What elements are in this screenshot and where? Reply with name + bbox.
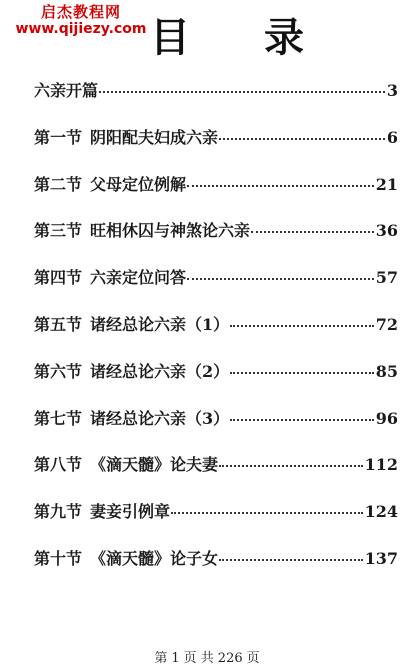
toc-entry <box>34 78 398 125</box>
toc-entry <box>34 312 398 359</box>
toc-page-number: 124 <box>364 502 398 522</box>
toc-page-number: 112 <box>364 455 398 475</box>
toc-entry-title: 旺相休囚与神煞论六亲 <box>90 221 251 241</box>
watermark-site-name: 启杰教程网 <box>40 3 121 21</box>
footer-current-page: 1 <box>171 651 180 666</box>
page-title: 目 录 <box>150 14 334 61</box>
toc-entry <box>34 406 398 453</box>
toc-dot-leader <box>230 419 374 421</box>
toc-page-number: 6 <box>386 127 398 147</box>
toc-dot-leader <box>187 185 374 187</box>
toc-section-number: 第二节 <box>34 174 83 194</box>
toc-entry-title: 阴阳配夫妇成六亲 <box>90 127 219 147</box>
toc-section-number: 第五节 <box>34 314 83 334</box>
toc-entry <box>34 265 398 312</box>
toc-entry <box>34 359 398 406</box>
page-footer <box>0 647 414 666</box>
toc-entry <box>34 452 398 499</box>
toc-entry-title: 六亲开篇 <box>34 81 99 100</box>
toc-entry <box>34 218 398 265</box>
toc-dot-leader <box>187 278 374 280</box>
toc-page-number: 96 <box>375 408 398 428</box>
toc-section-number: 第七节 <box>34 408 83 428</box>
toc-section-number: 第三节 <box>34 221 83 241</box>
toc-page-number: 72 <box>375 314 398 334</box>
toc-entry <box>34 125 398 172</box>
toc-entry-title: 诸经总论六亲（3） <box>90 408 230 428</box>
toc-page-number: 57 <box>375 268 398 288</box>
toc-section-number: 第一节 <box>34 127 83 147</box>
footer-prefix: 第 <box>154 651 168 666</box>
toc-dot-leader <box>219 138 385 140</box>
toc-dot-leader <box>219 559 363 561</box>
toc-entry <box>34 499 398 546</box>
toc-entry-title: 妻妾引例章 <box>90 502 171 522</box>
toc-dot-leader <box>230 372 374 374</box>
toc-entry-title: 诸经总论六亲（1） <box>90 314 230 334</box>
toc-entry-title: 《滴天髓》论夫妻 <box>90 455 219 475</box>
toc-page-number: 36 <box>375 221 398 241</box>
toc-section-number: 第九节 <box>34 502 83 522</box>
toc-entry-title: 诸经总论六亲（2） <box>90 361 230 381</box>
toc-dot-leader <box>230 325 374 327</box>
footer-suffix: 页 <box>246 651 260 666</box>
footer-total-pages: 226 <box>217 651 243 666</box>
table-of-contents <box>34 78 398 593</box>
watermark-url: www.qijiezy.com <box>15 21 147 38</box>
toc-entry-title: 六亲定位问答 <box>90 268 187 288</box>
toc-page-number: 137 <box>364 548 398 568</box>
toc-section-number: 第八节 <box>34 455 83 475</box>
toc-dot-leader <box>99 91 385 93</box>
toc-dot-leader <box>219 465 363 467</box>
toc-dot-leader <box>251 231 374 233</box>
toc-section-number: 第四节 <box>34 268 83 288</box>
toc-page-number: 3 <box>386 81 398 100</box>
toc-entry <box>34 172 398 219</box>
footer-mid: 页 共 <box>183 651 214 666</box>
toc-page-number: 21 <box>375 174 398 194</box>
toc-dot-leader <box>171 512 363 514</box>
toc-section-number: 第六节 <box>34 361 83 381</box>
toc-section-number: 第十节 <box>34 548 83 568</box>
toc-page-number: 85 <box>375 361 398 381</box>
toc-entry <box>34 546 398 593</box>
toc-entry-title: 父母定位例解 <box>90 174 187 194</box>
toc-entry-title: 《滴天髓》论子女 <box>90 548 219 568</box>
